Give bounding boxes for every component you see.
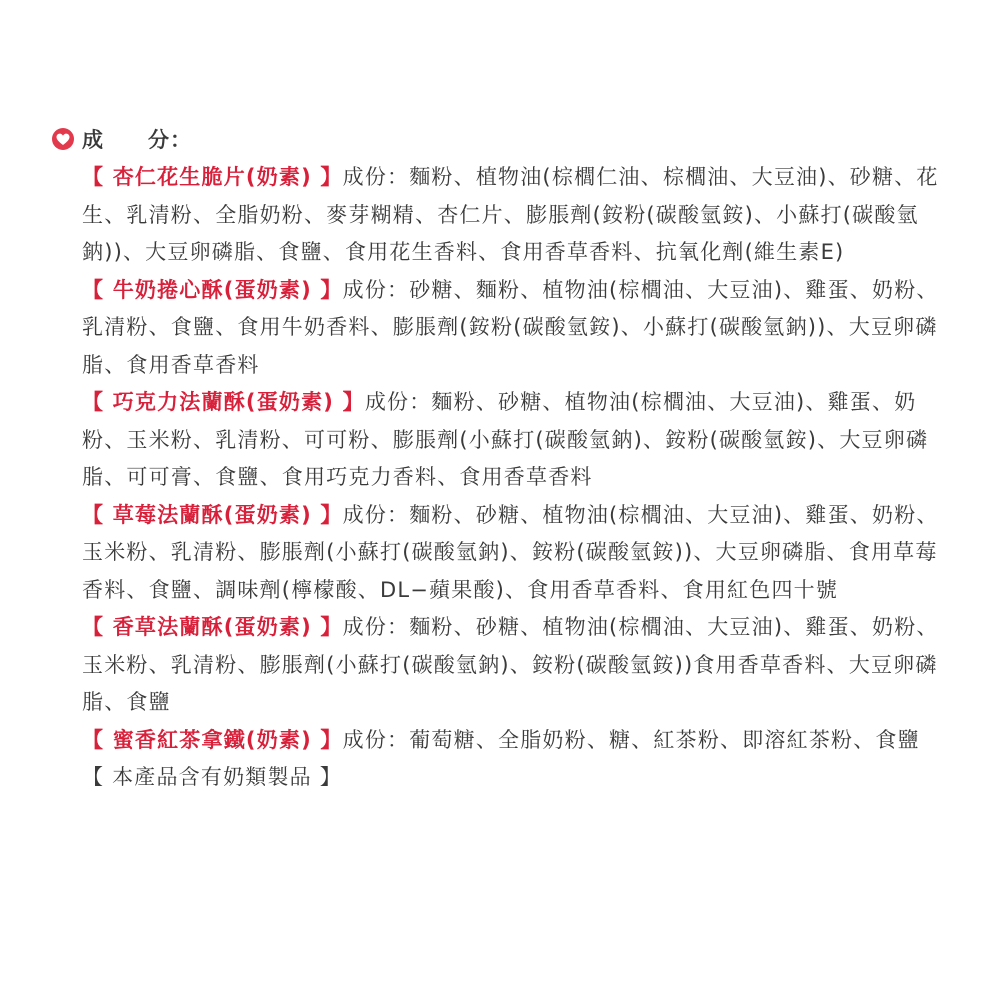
product-ingredients: 成份：砂糖、麵粉、植物油(棕櫚油、大豆油)、雞蛋、奶粉、乳清粉、食鹽、食用牛奶香料、膨脹劑(銨粉(碳酸氫銨)、小蘇打(碳酸氫鈉))、大豆卵磷脂、食用香草香料 <box>82 277 939 377</box>
ingredients-heading <box>52 124 192 154</box>
product-entry-black-tea-latte <box>82 722 940 797</box>
product-name: 【 香草法蘭酥(蛋奶素) 】 <box>82 615 343 639</box>
product-name: 【 草莓法蘭酥(蛋奶素) 】 <box>82 502 343 527</box>
product-ingredients: 成份：葡萄糖、全脂奶粉、糖、紅茶粉、即溶紅茶粉、食鹽【 本產品含有奶類製品 】 <box>82 727 920 789</box>
product-entry-strawberry-wafer <box>82 497 940 610</box>
heart-icon <box>52 128 74 150</box>
product-entry-chocolate-wafer <box>82 384 940 497</box>
product-ingredients: 成份：麵粉、砂糖、植物油(棕櫚油、大豆油)、雞蛋、奶粉、玉米粉、乳清粉、膨脹劑(小蘇打(碳酸氫鈉)、銨粉(碳酸氫銨))食用香草香料、大豆卵磷脂、食鹽 <box>82 615 939 714</box>
product-entry-almond-peanut-crisp <box>82 159 940 272</box>
product-ingredients: 成份：麵粉、植物油(棕櫚仁油、棕櫚油、大豆油)、砂糖、花生、乳清粉、全脂奶粉、麥芽糊精、杏仁片、膨脹劑(銨粉(碳酸氫銨)、小蘇打(碳酸氫鈉))、大豆卵磷脂、食鹽、食用花生香料、食用香草香料、抗氧化劑(維生素E) <box>82 165 939 264</box>
product-entry-vanilla-wafer <box>82 609 940 722</box>
product-ingredients: 成份：麵粉、砂糖、植物油(棕櫚油、大豆油)、雞蛋、奶粉、玉米粉、乳清粉、可可粉、膨脹劑(小蘇打(碳酸氫鈉)、銨粉(碳酸氫銨)、大豆卵磷脂、可可膏、食鹽、食用巧克力香料、食用香草香料 <box>82 390 929 489</box>
product-name: 【 蜜香紅茶拿鐵(奶素) 】 <box>82 727 343 752</box>
product-name: 【 杏仁花生脆片(奶素) 】 <box>82 165 343 189</box>
product-name: 【 巧克力法蘭酥(蛋奶素) 】 <box>82 390 365 414</box>
ingredients-list <box>82 159 940 797</box>
product-name: 【 牛奶捲心酥(蛋奶素) 】 <box>82 277 343 302</box>
product-entry-milk-roll <box>82 272 940 385</box>
product-ingredients: 成份：麵粉、砂糖、植物油(棕櫚油、大豆油)、雞蛋、奶粉、玉米粉、乳清粉、膨脹劑(小蘇打(碳酸氫鈉)、銨粉(碳酸氫銨))、大豆卵磷脂、食用草莓香料、食鹽、調味劑(檸檬酸、DL−蘋果酸)、食用香草香料、食用紅色四十號 <box>82 502 939 602</box>
heading-label: 成 分： <box>82 128 192 152</box>
